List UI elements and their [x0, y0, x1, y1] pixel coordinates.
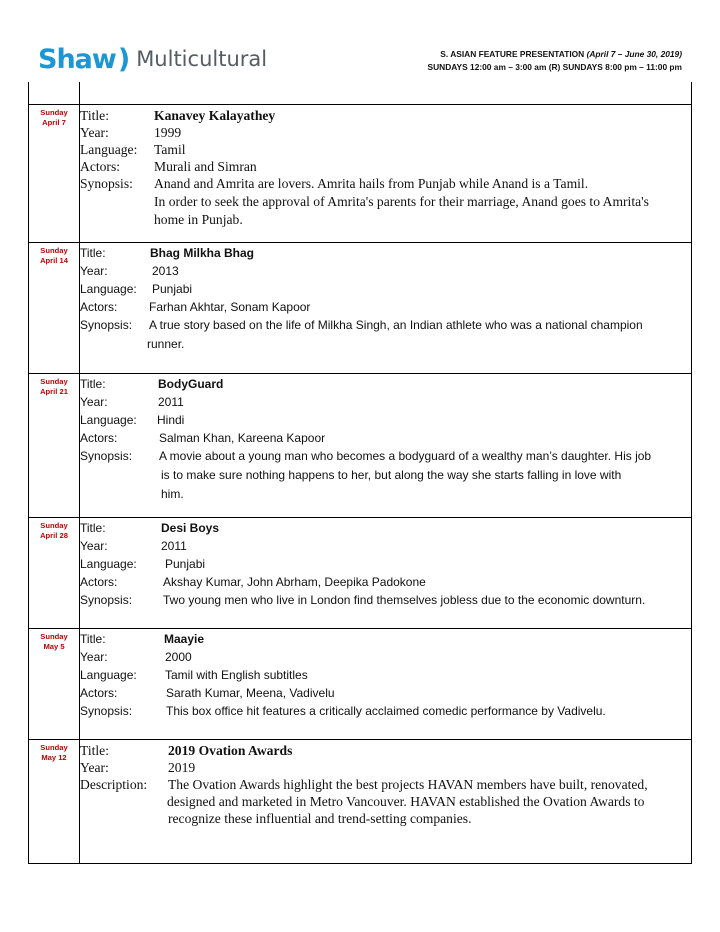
program-language: Tamil — [154, 142, 186, 157]
date-cell — [29, 108, 79, 128]
header-title: S. ASIAN FEATURE PRESENTATION — [440, 49, 587, 59]
date-cell — [29, 632, 79, 652]
row-divider — [29, 739, 691, 740]
program-year: 2013 — [152, 264, 179, 278]
synopsis-label: Synopsis: — [80, 449, 133, 463]
synopsis-line: A true story based on the life of Milkha Singh, an Indian athlete who was a national champion — [149, 318, 643, 332]
program-actors: Farhan Akhtar, Sonam Kapoor — [149, 300, 311, 314]
date-cell — [29, 246, 79, 266]
program-title: Kanavey Kalayathey — [154, 108, 276, 123]
program-year: 2000 — [165, 650, 192, 664]
year-label: Year: — [80, 125, 109, 140]
logo-mark: ) — [117, 43, 131, 75]
year-label: Year: — [80, 760, 109, 775]
synopsis-line: home in Punjab. — [154, 212, 243, 227]
synopsis-line: him. — [161, 487, 184, 501]
year-label: Year: — [80, 395, 108, 409]
day-label: Sunday — [40, 632, 68, 641]
program-year: 1999 — [154, 125, 182, 140]
logo-subtitle: Multicultural — [136, 47, 268, 71]
program-title: Bhag Milkha Bhag — [150, 246, 255, 260]
day-label: Sunday — [40, 108, 68, 117]
actors-label: Actors: — [80, 300, 118, 314]
year-label: Year: — [80, 650, 108, 664]
schedule-table — [28, 82, 692, 864]
program-language: Punjabi — [165, 557, 206, 571]
synopsis-line: runner. — [147, 337, 185, 351]
description-line: recognize these influential and trend-setting companies. — [168, 811, 472, 826]
actors-label: Actors: — [80, 431, 118, 445]
actors-label: Actors: — [80, 575, 118, 589]
day-label: Sunday — [40, 521, 68, 530]
synopsis-line: is to make sure nothing happens to her, but along the way she starts falling in love with — [161, 468, 622, 482]
synopsis-line: This box office hit features a critically acclaimed comedic performance by Vadivelu. — [166, 704, 606, 718]
row-divider — [29, 104, 691, 105]
program-year: 2019 — [168, 760, 196, 775]
program-actors: Salman Khan, Kareena Kapoor — [159, 431, 326, 445]
synopsis-line: In order to seek the approval of Amrita's parents for their marriage, Anand goes to Amrita's — [154, 194, 649, 209]
date-cell — [29, 743, 79, 763]
program-title: 2019 Ovation Awards — [168, 743, 293, 758]
program-title: BodyGuard — [158, 377, 224, 391]
program-language: Tamil with English subtitles — [165, 668, 308, 682]
language-label: Language: — [80, 557, 137, 571]
title-label: Title: — [80, 246, 106, 260]
title-label: Title: — [80, 108, 109, 123]
day-label: Sunday — [40, 377, 68, 386]
row-divider — [29, 373, 691, 374]
synopsis-label: Synopsis: — [80, 593, 133, 607]
date-label: April 21 — [40, 387, 68, 396]
synopsis-label: Synopsis: — [80, 176, 133, 191]
shaw-multicultural-logo — [38, 42, 267, 76]
row-divider — [29, 628, 691, 629]
date-label: May 5 — [43, 642, 65, 651]
date-cell — [29, 521, 79, 541]
title-label: Title: — [80, 377, 106, 391]
synopsis-label: Synopsis: — [80, 318, 133, 332]
synopsis-line: Anand and Amrita are lovers. Amrita hails from Punjab while Anand is a Tamil. — [154, 176, 589, 191]
title-label: Title: — [80, 743, 109, 758]
program-year: 2011 — [158, 395, 184, 409]
program-actors: Sarath Kumar, Meena, Vadivelu — [166, 686, 335, 700]
day-label: Sunday — [40, 743, 68, 752]
row-divider — [29, 242, 691, 243]
title-label: Title: — [80, 632, 106, 646]
date-label: May 12 — [41, 753, 67, 762]
actors-label: Actors: — [80, 686, 118, 700]
program-title: Maayie — [164, 632, 205, 646]
year-label: Year: — [80, 539, 108, 553]
language-label: Language: — [80, 668, 137, 682]
language-label: Language: — [80, 142, 138, 157]
date-label: April 7 — [42, 118, 66, 127]
program-actors: Akshay Kumar, John Abrham, Deepika Padokone — [163, 575, 426, 589]
date-cell — [29, 377, 79, 397]
description-label: Description: — [80, 777, 148, 792]
program-actors: Murali and Simran — [154, 159, 257, 174]
date-label: April 14 — [40, 256, 68, 265]
synopsis-label: Synopsis: — [80, 704, 133, 718]
header-dates: (April 7 – June 30, 2019) — [586, 49, 682, 59]
language-label: Language: — [80, 413, 137, 427]
description-line: The Ovation Awards highlight the best projects HAVAN members have built, renovated, — [168, 777, 648, 792]
program-language: Hindi — [157, 413, 185, 427]
synopsis-line: A movie about a young man who becomes a bodyguard of a wealthy man’s daughter. His job — [159, 449, 652, 463]
header-times: SUNDAYS 12:00 am – 3:00 am (R) SUNDAYS 8:00 pm – 11:00 pm — [427, 62, 682, 72]
logo-brand: Shaw — [38, 43, 116, 75]
synopsis-line: Two young men who live in London find themselves jobless due to the economic downturn. — [163, 593, 646, 607]
program-year: 2011 — [161, 539, 187, 553]
actors-label: Actors: — [80, 159, 121, 174]
title-label: Title: — [80, 521, 106, 535]
program-title: Desi Boys — [161, 521, 220, 535]
description-line: designed and marketed in Metro Vancouver. HAVAN established the Ovation Awards to — [167, 794, 645, 809]
row-divider — [29, 517, 691, 518]
date-label: April 28 — [40, 531, 68, 540]
day-label: Sunday — [40, 246, 68, 255]
language-label: Language: — [80, 282, 137, 296]
schedule-header — [428, 48, 682, 74]
program-language: Punjabi — [152, 282, 193, 296]
year-label: Year: — [80, 264, 108, 278]
